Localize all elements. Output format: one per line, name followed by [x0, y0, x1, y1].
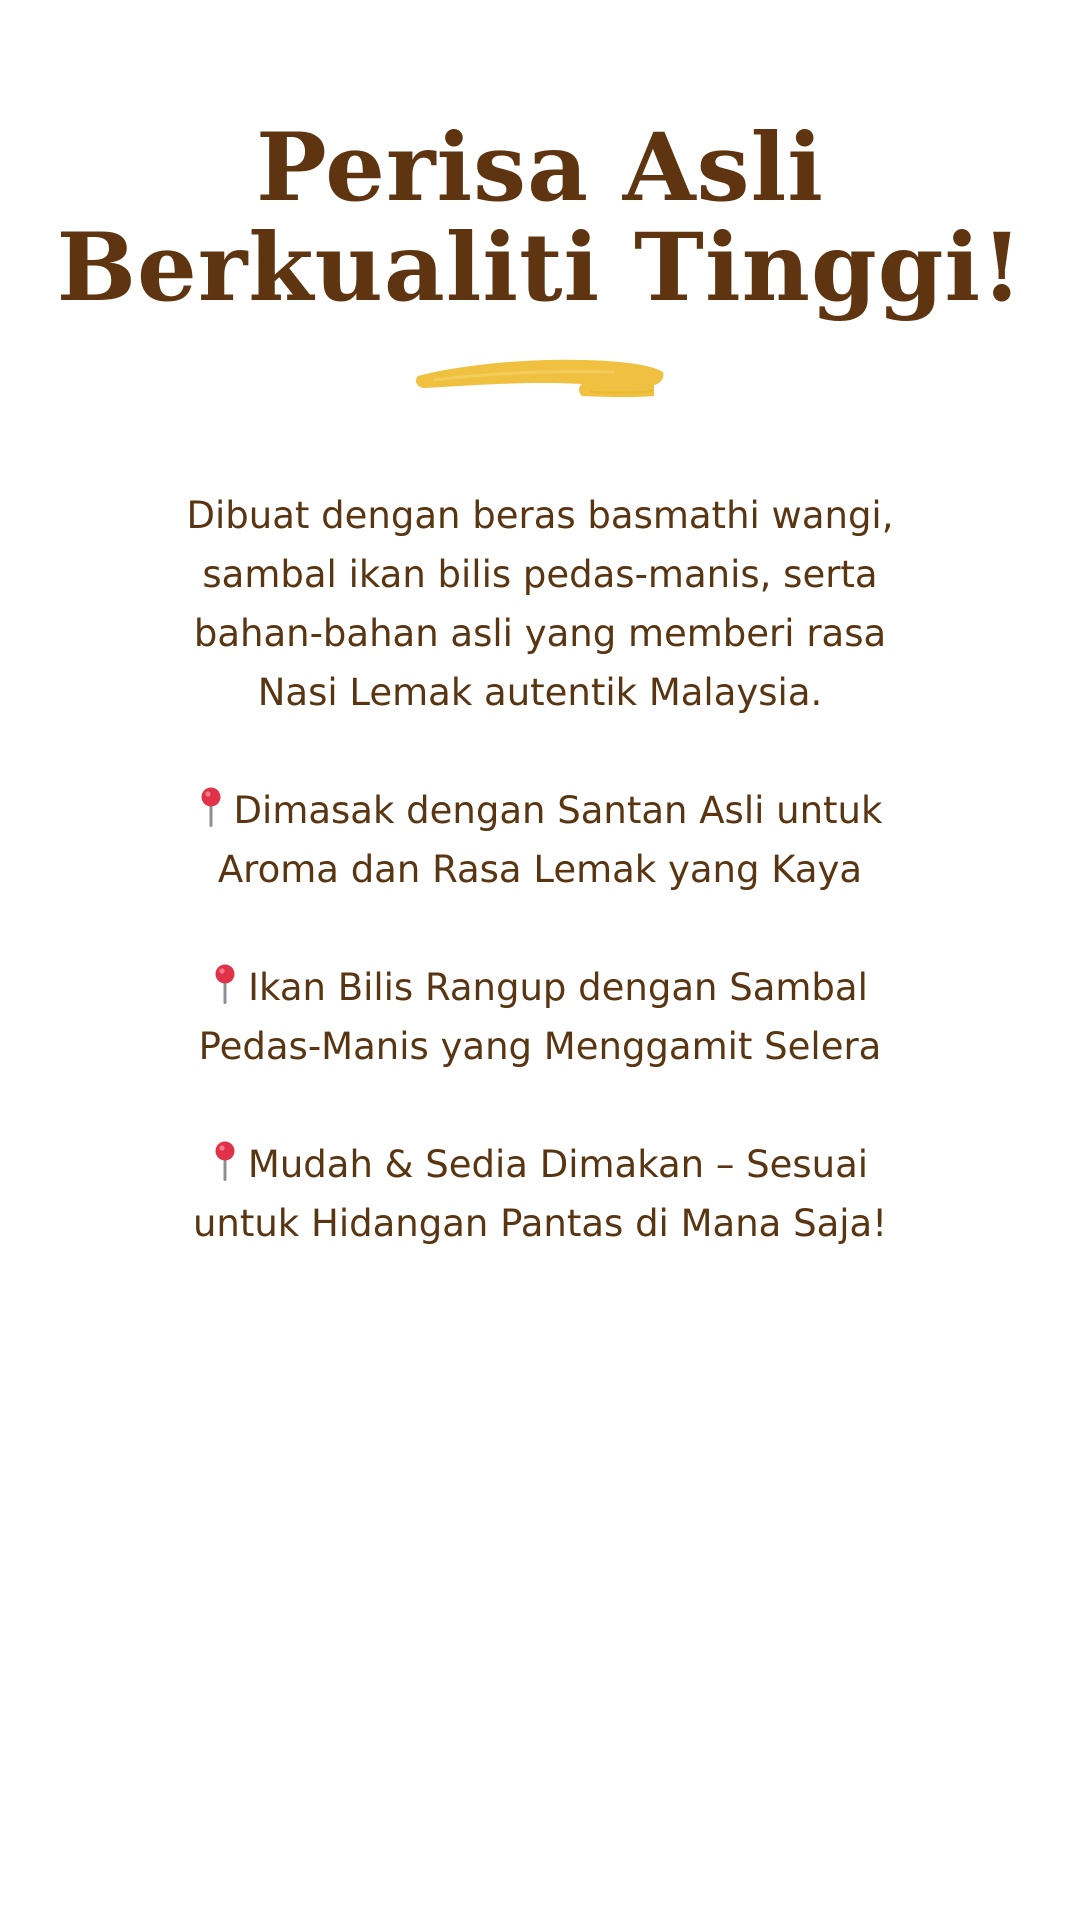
feature-text-line-2: untuk Hidangan Pantas di Mana Saja! [192, 1202, 888, 1245]
pushpin-icon [212, 1141, 238, 1183]
feature-text-line-1: Dimasak dengan Santan Asli untuk [233, 789, 883, 832]
feature-line [140, 958, 940, 1017]
feature-line [140, 1135, 940, 1194]
pushpin-icon [212, 964, 238, 1006]
page-title [0, 113, 1080, 323]
feature-text-line-2: Aroma dan Rasa Lemak yang Kaya [217, 848, 863, 891]
intro-line: Nasi Lemak autentik Malaysia. [257, 671, 823, 714]
feature-text-line-1: Ikan Bilis Rangup dengan Sambal [248, 966, 868, 1009]
feature-line [140, 781, 940, 840]
intro-line: Dibuat dengan beras basmathi wangi, [186, 494, 894, 537]
feature-item [140, 958, 940, 1076]
title-line-2: Berkualiti Tinggi! [56, 213, 1024, 323]
intro-line: sambal ikan bilis pedas-manis, serta [202, 553, 878, 596]
pushpin-icon [198, 787, 224, 829]
title-line-1: Perisa Asli [255, 113, 825, 223]
feature-item [140, 781, 940, 899]
feature-text-line-1: Mudah & Sedia Dimakan – Sesuai [247, 1143, 869, 1186]
intro-paragraph [140, 486, 940, 722]
feature-item [140, 1135, 940, 1253]
feature-text-line-2: Pedas-Manis yang Menggamit Selera [198, 1025, 882, 1068]
intro-line: bahan-bahan asli yang memberi rasa [193, 612, 887, 655]
description-block [140, 486, 940, 1312]
brush-stroke-underline [414, 354, 666, 404]
